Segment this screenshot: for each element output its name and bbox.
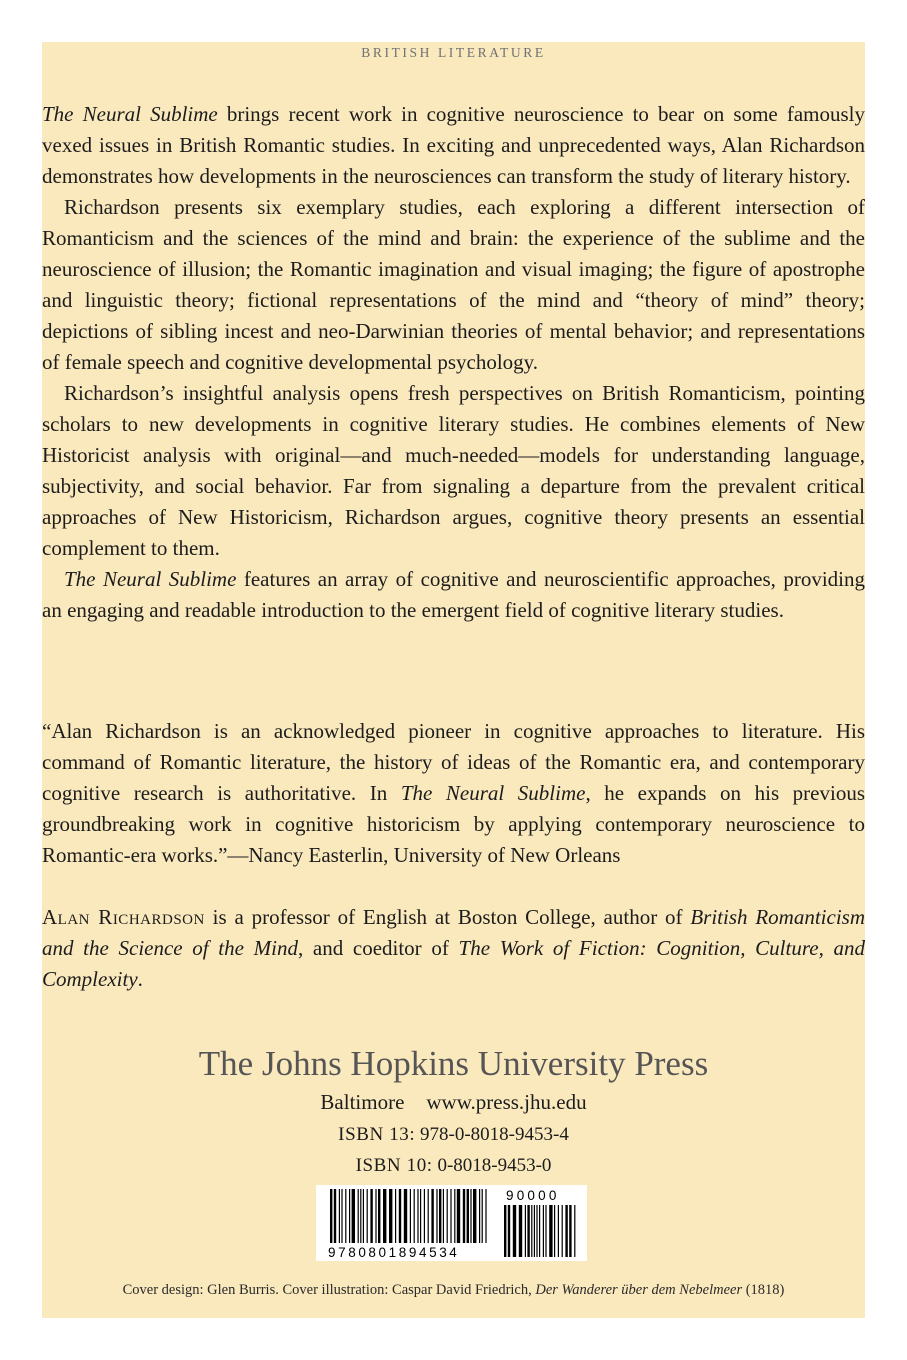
barcode-bar xyxy=(558,1205,559,1257)
barcode-bar xyxy=(508,1205,510,1257)
description-paragraph-1: The Neural Sublime brings recent work in cognitive neuroscience to bear on some famously vexed issues in British Romantic studies. In exciting and unprecedented ways, Alan Richardson demonstrates how developments in the neurosciences can transform the study of literary history. xyxy=(42,102,866,188)
barcode-bar xyxy=(457,1189,460,1243)
barcode-bar xyxy=(436,1189,437,1243)
barcode-bar xyxy=(463,1189,465,1243)
barcode-bar xyxy=(470,1189,471,1243)
barcode-bar xyxy=(431,1189,433,1243)
cover-credits: Cover design: Glen Burris. Cover illustration: Caspar David Friedrich, Der Wanderer über dem Nebelmeer (1818) xyxy=(122,1282,785,1298)
back-cover xyxy=(42,42,865,1318)
barcode-bar xyxy=(513,1205,516,1257)
barcode-bar xyxy=(574,1205,575,1257)
barcode-bar xyxy=(534,1205,535,1257)
barcode-bar xyxy=(539,1205,540,1257)
barcode-bar xyxy=(525,1205,526,1257)
barcode-bar xyxy=(543,1205,544,1257)
barcode-bar xyxy=(370,1189,372,1243)
barcode-bar xyxy=(447,1189,448,1243)
barcode-bar xyxy=(404,1189,407,1243)
barcode-bar xyxy=(341,1189,342,1243)
barcode-addon-bars xyxy=(504,1205,575,1257)
barcode-bar xyxy=(367,1189,368,1243)
description-paragraph-3: Richardson’s insightful analysis opens fresh perspectives on British Romanticism, pointing scholars to new developments in cognitive literary studies. He combines elements of New Historicist analysis with original—and much-needed—models for understanding language, subjectivity, and social behavior. Far from signaling a departure from the prevalent critical approaches of New Historicism, Richardson argues, cognitive theory presents an essential complement to them. xyxy=(42,381,865,560)
barcode-bar xyxy=(358,1189,359,1243)
barcode-bar xyxy=(363,1189,364,1243)
barcode-bar xyxy=(395,1189,396,1243)
endorsement-quote: “Alan Richardson is an acknowledged pioneer in cognitive approaches to literature. His command of Romantic literature, the history of ideas of the Romantic era, and contemporary cognitive research is authoritative. In The Neural Sublime, he expands on his previous groundbreaking work in cognitive historicism by applying contemporary neuroscience to Romantic-era works.”—Nancy Easterlin, University of New Orleans xyxy=(42,719,866,867)
barcode-bar xyxy=(375,1189,376,1243)
barcode-addon-digits: 90000 xyxy=(506,1188,560,1203)
barcode-bar xyxy=(389,1189,392,1243)
barcode-bar xyxy=(349,1189,350,1243)
isbn-13: ISBN 13: 978-0-8018-9453-4 xyxy=(338,1124,569,1145)
barcode-bar xyxy=(439,1189,441,1243)
book-title: The Neural Sublime xyxy=(400,781,586,805)
barcode-bar xyxy=(549,1205,552,1257)
book-title: The Neural Sublime xyxy=(64,567,237,591)
barcode-bar xyxy=(414,1189,415,1243)
barcode-bar xyxy=(417,1189,418,1243)
barcode-bar xyxy=(410,1189,411,1243)
publisher-name: The Johns Hopkins University Press xyxy=(198,1044,709,1083)
barcode-bar xyxy=(360,1189,361,1243)
author-name: Alan Richardson xyxy=(42,905,205,929)
barcode-bar xyxy=(378,1189,380,1243)
publisher-website[interactable]: www.press.jhu.edu xyxy=(426,1090,587,1114)
barcode-bar xyxy=(334,1189,336,1243)
barcode-bar xyxy=(383,1189,386,1243)
barcode-bar xyxy=(479,1189,480,1243)
barcode-bar xyxy=(473,1189,476,1243)
barcode-bar xyxy=(554,1205,555,1257)
publisher-location xyxy=(42,1090,865,1115)
publisher-city: Baltimore xyxy=(320,1090,405,1114)
barcode-bar xyxy=(443,1189,444,1243)
barcode-digits: 9780801894534 xyxy=(328,1245,460,1260)
barcode-bar xyxy=(467,1189,469,1243)
author-bio: Alan Richardson is a professor of English at Boston College, author of British Romanticism and the Science of the Mind, and coeditor of The Work of Fiction: Cognition, Culture, and Complexity. xyxy=(42,905,865,991)
barcode-graphic xyxy=(316,1185,587,1261)
barcode-bar xyxy=(565,1205,567,1257)
barcode-bar xyxy=(485,1189,486,1243)
barcode-bar xyxy=(352,1189,355,1243)
description xyxy=(42,99,865,626)
barcode-bar xyxy=(399,1189,401,1243)
book-title: The Neural Sublime xyxy=(42,102,218,126)
isbn-10: ISBN 10: 0-8018-9453-0 xyxy=(355,1155,552,1176)
barcode-bar xyxy=(545,1205,546,1257)
barcode-bars xyxy=(330,1189,487,1243)
artwork-title: Der Wanderer über dem Nebelmeer xyxy=(535,1282,743,1298)
barcode-bar xyxy=(428,1189,429,1243)
barcode-bar xyxy=(536,1205,537,1257)
barcode-bar xyxy=(420,1189,421,1243)
author-book-2: The Work of Fiction: Cognition, Culture, and Complexity xyxy=(42,936,865,991)
barcode-bar xyxy=(519,1205,522,1257)
barcode xyxy=(316,1185,587,1261)
author-book-1: British Romanticism and the Science of the Mind xyxy=(42,905,865,960)
barcode-bar xyxy=(531,1205,532,1257)
barcode-bar xyxy=(424,1189,425,1243)
barcode-bar xyxy=(339,1189,340,1243)
description-paragraph-4: The Neural Sublime features an array of cognitive and neuroscientific approaches, providing an engaging and readable introduction to the emergent field of cognitive literary studies. xyxy=(42,567,865,622)
category-label: BRITISH LITERATURE xyxy=(361,45,546,60)
description-paragraph-2: Richardson presents six exemplary studies, each exploring a different intersection of Romanticism and the sciences of the mind and brain: the experience of the sublime and the neuroscience of illusion; the Romantic imagination and visual imaging; the figure of apostrophe and linguistic theory; fictional representations of the mind and “theory of mind” theory; depictions of sibling incest and neo-Darwinian theories of mental behavior; and representations of female speech and cognitive developmental psychology. xyxy=(42,195,865,374)
barcode-bar xyxy=(450,1189,451,1243)
barcode-bar xyxy=(330,1189,332,1243)
barcode-bar xyxy=(454,1189,455,1243)
barcode-bar xyxy=(504,1205,506,1257)
barcode-bar xyxy=(527,1205,529,1257)
barcode-bar xyxy=(562,1205,563,1257)
barcode-bar xyxy=(482,1189,483,1243)
barcode-bar xyxy=(569,1205,571,1257)
barcode-bar xyxy=(345,1189,346,1243)
